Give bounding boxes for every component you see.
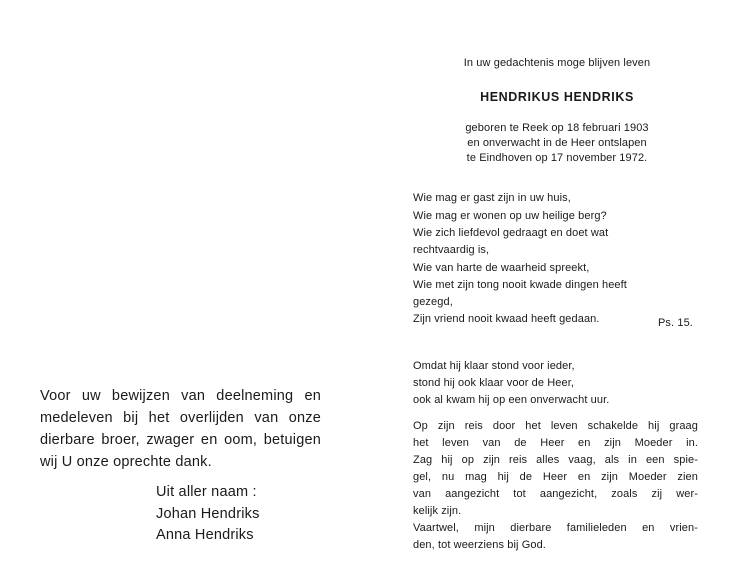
signatory: Anna Hendriks — [156, 527, 254, 543]
epilogue-line: stond hij ook klaar voor de Heer, — [413, 377, 575, 389]
psalm-reference: Ps. 15. — [658, 317, 693, 329]
life-line-birth: geboren te Reek op 18 februari 1903 — [465, 122, 649, 134]
signatory: Johan Hendriks — [156, 506, 260, 522]
life-line-place: te Eindhoven op 17 november 1972. — [466, 152, 648, 164]
life-line-death: en onverwacht in de Heer ontslapen — [467, 137, 647, 149]
psalm-line: Zijn vriend nooit kwaad heeft gedaan. — [413, 313, 600, 325]
thanks-line: dierbare broer, zwager en oom, betuigen — [40, 432, 321, 448]
epilogue-line: Zag hij op zijn reis alles vaag, als in een spie- — [413, 454, 698, 466]
epilogue-line: van aangezicht tot aangezicht, zoals zij wer- — [413, 488, 698, 500]
psalm-line: gezegd, — [413, 296, 453, 308]
thanks-line: wij U onze oprechte dank. — [40, 454, 212, 470]
thanks-line: Voor uw bewijzen van deelneming en — [40, 388, 321, 404]
psalm-line: Wie mag er gast zijn in uw huis, — [413, 192, 571, 204]
epilogue-line: Vaartwel, mijn dierbare familieleden en vrien- — [413, 522, 698, 534]
psalm-line: Wie van harte de waarheid spreekt, — [413, 262, 590, 274]
epilogue-line: ook al kwam hij op een onverwacht uur. — [413, 394, 610, 406]
epilogue-line: het leven van de Heer en zijn Moeder in. — [413, 437, 698, 449]
epilogue-line: Omdat hij klaar stond voor ieder, — [413, 360, 575, 372]
deceased-name: HENDRIKUS HENDRIKS — [480, 90, 634, 104]
epilogue-line: gel, nu mag hij de Heer en zijn Moeder zien — [413, 471, 698, 483]
signoff: Uit aller naam : — [156, 484, 257, 500]
thanks-line: medeleven bij het overlijden van onze — [40, 410, 321, 426]
epilogue-line: kelijk zijn. — [413, 505, 462, 517]
motto: In uw gedachtenis moge blijven leven — [463, 57, 651, 69]
psalm-line: Wie mag er wonen op uw heilige berg? — [413, 210, 607, 222]
epilogue-line: Op zijn reis door het leven schakelde hij graag — [413, 420, 698, 432]
psalm-line: Wie zich liefdevol gedraagt en doet wat — [413, 227, 609, 239]
psalm-line: rechtvaardig is, — [413, 244, 490, 256]
epilogue-line: den, tot weerziens bij God. — [413, 539, 546, 551]
psalm-line: Wie met zijn tong nooit kwade dingen heeft — [413, 279, 627, 291]
